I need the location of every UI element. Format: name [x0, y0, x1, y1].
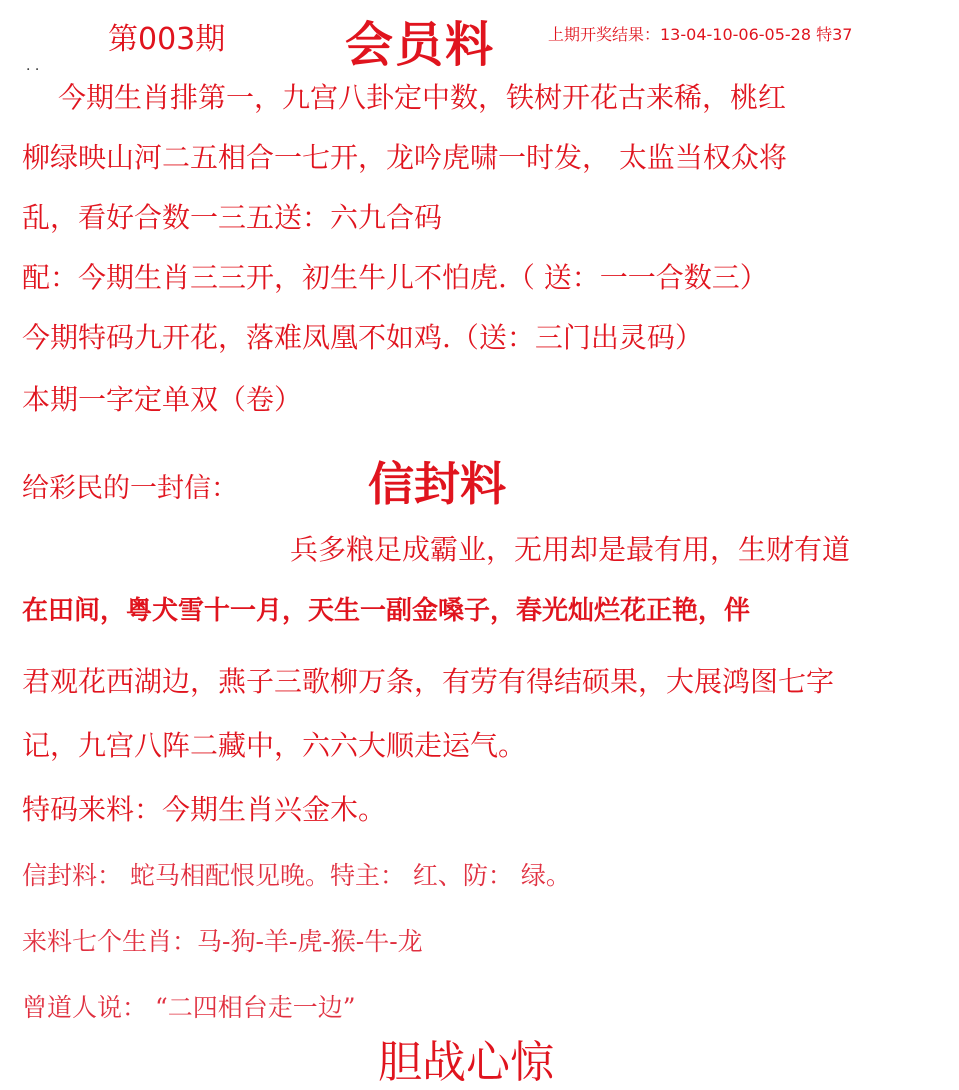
letter-line-1: 兵多粮足成霸业，无用却是最有用，生财有道	[290, 533, 851, 566]
letter-label: 给彩民的一封信：	[22, 473, 238, 504]
letter-line-2: 在田间，粤犬雪十一月，天生一副金嗓子，春光灿烂花正艳，伴	[22, 596, 751, 626]
poem-line-5: 今期特码九开花，落难凤凰不如鸡.（送：三门出灵码）	[22, 321, 703, 354]
seven-zodiac-line: 来料七个生肖：马-狗-羊-虎-猴-牛-龙	[22, 927, 423, 956]
decor-dots: · ·	[26, 62, 40, 78]
poem-line-4: 配：今期生肖三三开，初生牛儿不怕虎.（ 送：一一合数三）	[22, 261, 768, 294]
special-code-line: 特码来料：今期生肖兴金木。	[22, 793, 387, 826]
issue-number: 第003期	[108, 22, 226, 57]
last-draw-result: 上期开奖结果：13-04-10-06-05-28 特37	[548, 25, 853, 44]
poem-line-3: 乱，看好合数一三五送：六九合码	[22, 201, 443, 234]
poem-line-6: 本期一字定单双（卷）	[22, 383, 303, 416]
poem-line-2: 柳绿映山河二五相合一七开，龙吟虎啸一时发， 太监当权众将	[22, 141, 787, 174]
saying-line: 曾道人说： “二四相台走一边”	[22, 993, 356, 1022]
page-title: 会员料	[345, 17, 496, 73]
letter-line-4: 记，九宫八阵二藏中，六六大顺走运气。	[22, 729, 527, 762]
footer-phrase: 胆战心惊	[378, 1037, 554, 1088]
letter-heading: 信封料	[368, 457, 506, 511]
letter-line-3: 君观花西湖边，燕子三歌柳万条，有劳有得结硕果，大展鸿图七字	[22, 665, 835, 698]
poem-line-1: 今期生肖排第一，九宫八卦定中数，铁树开花古来稀，桃红	[58, 81, 787, 114]
envelope-line: 信封料： 蛇马相配恨见晚。特主： 红、防： 绿。	[22, 861, 571, 890]
